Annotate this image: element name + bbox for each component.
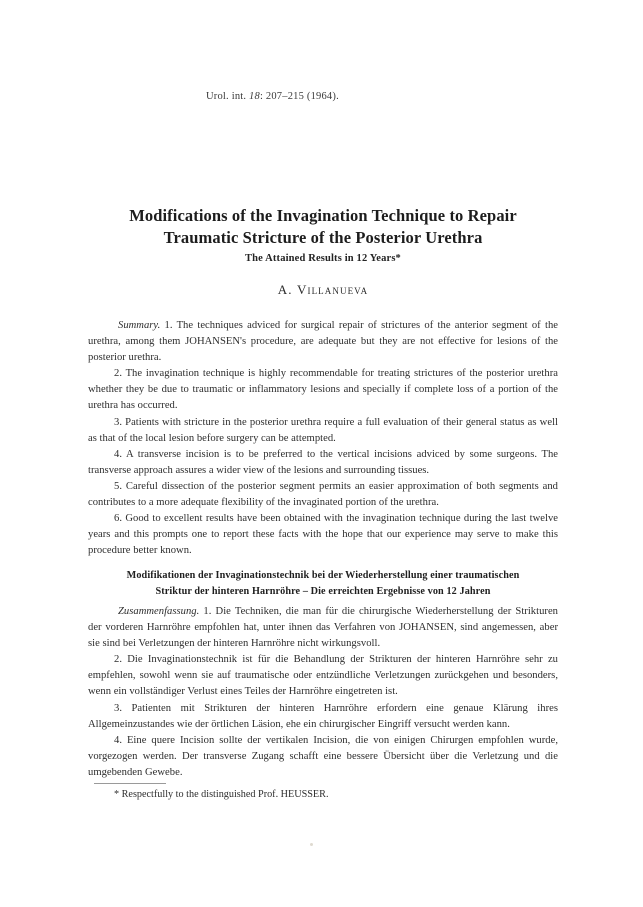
zusammenfassung-paragraph [88,604,558,652]
journal-citation [206,91,339,102]
author-byline [88,282,558,298]
author-initial: A. [277,282,297,297]
zusammenfassung-paragraph: 4. Eine quere Incision sollte der vertikalen Incision, die von einigen Chirurgen empfohlen wurde, vorgezogen werden. Der transverse Zugang schafft eine bessere Übersicht über die Verletzung und die umgebenden Gewebe. [88,734,558,778]
german-section-heading [66,568,580,600]
zusammenfassung-paragraph: 3. Patienten mit Strikturen der hinteren Harnröhre erfordern eine genaue Klärung ihres Allgemeinzustandes wie der örtlichen Läsion, ehe ein chirurgischer Eingriff versucht werden kann. [88,702,558,730]
summary-paragraph [88,318,558,366]
scan-artifact-speck [310,843,313,846]
summary-paragraph: 4. A transverse incision is to be preferred to the vertical incisions adviced by some surgeons. The transverse approach assures a wider view of the lesions and surrounding tissues. [88,448,558,476]
title-line-2: Traumatic Stricture of the Posterior Urethra [163,227,483,247]
summary-german [88,604,558,781]
summary-paragraph: 3. Patients with stricture in the posterior urethra require a full evaluation of their general status as well as that of the local lesion before surgery can be attempted. [88,416,558,444]
summary-paragraph-text: 1. The techniques adviced for surgical repair of strictures of the anterior segment of the urethra, among them JOHANSEN's procedure, are adequate but they are not effective for lesions of the posterior urethra. [88,320,558,364]
footnote-block [88,783,558,803]
title-line-1: Modifications of the Invagination Technique to Repair [129,206,517,225]
summary-paragraph: 5. Careful dissection of the posterior segment permits an easier approximation of both segments and contributes to a more adequate flexibility of the invaginated portion of the urethra. [88,480,558,509]
article-subtitle: The Attained Results in 12 Years* [245,253,401,264]
citation-pages: : 207–215 (1964). [259,91,339,102]
zusammenfassung-paragraph: 2. Die Invaginationstechnik ist für die Behandlung der Strikturen der hinteren Harnröhre sehr zu empfehlen, sowohl wenn sie auf traumatische oder entzündliche Verletzungen zurückgehen und besonders, wenn ein vollständiger Verlust eines Teiles der Harnröhre eingetreten ist. [88,654,558,698]
summary-lead-label: Summary. [118,320,161,331]
article-title [88,205,558,249]
summary-english [88,318,558,559]
footnote-text: * Respectfully to the distinguished Prof. HEUSSER. [114,789,329,800]
summary-paragraph: 2. The invagination technique is highly recommendable for treating strictures of the posterior urethra whether they be due to traumatic or inflammatory lesions and specially if complete loss of a portion of the urethra has occurred. [88,368,558,412]
german-heading-line-1: Modifikationen der Invaginationstechnik bei der Wiederherstellung einer traumatischen [126,570,520,581]
footnote-separator-rule [94,783,166,784]
author-surname: Villanueva [296,282,369,297]
citation-journal: Urol. int. [206,91,247,102]
zusammenfassung-lead-label: Zusammenfassung. [118,606,200,617]
zusammenfassung-paragraph-text: 1. Die Techniken, die man für die chirurgische Wiederherstellung der Strikturen der vorderen Harnröhre empfohlen hat, unter ihnen das Verfahren von JOHANSEN, sind angemessen, aber sie sind bei Verletzungen der hinteren Harnröhre nicht wirkungsvoll. [88,606,558,650]
citation-volume: 18 [249,91,260,102]
summary-paragraph: 6. Good to excellent results have been obtained with the invagination technique during the last twelve years and this prompts one to report these facts with the hope that our experience may serve to make this procedure better known. [88,513,558,557]
german-heading-line-2: Striktur der hinteren Harnröhre – Die erreichten Ergebnisse von 12 Jahren [155,585,491,597]
